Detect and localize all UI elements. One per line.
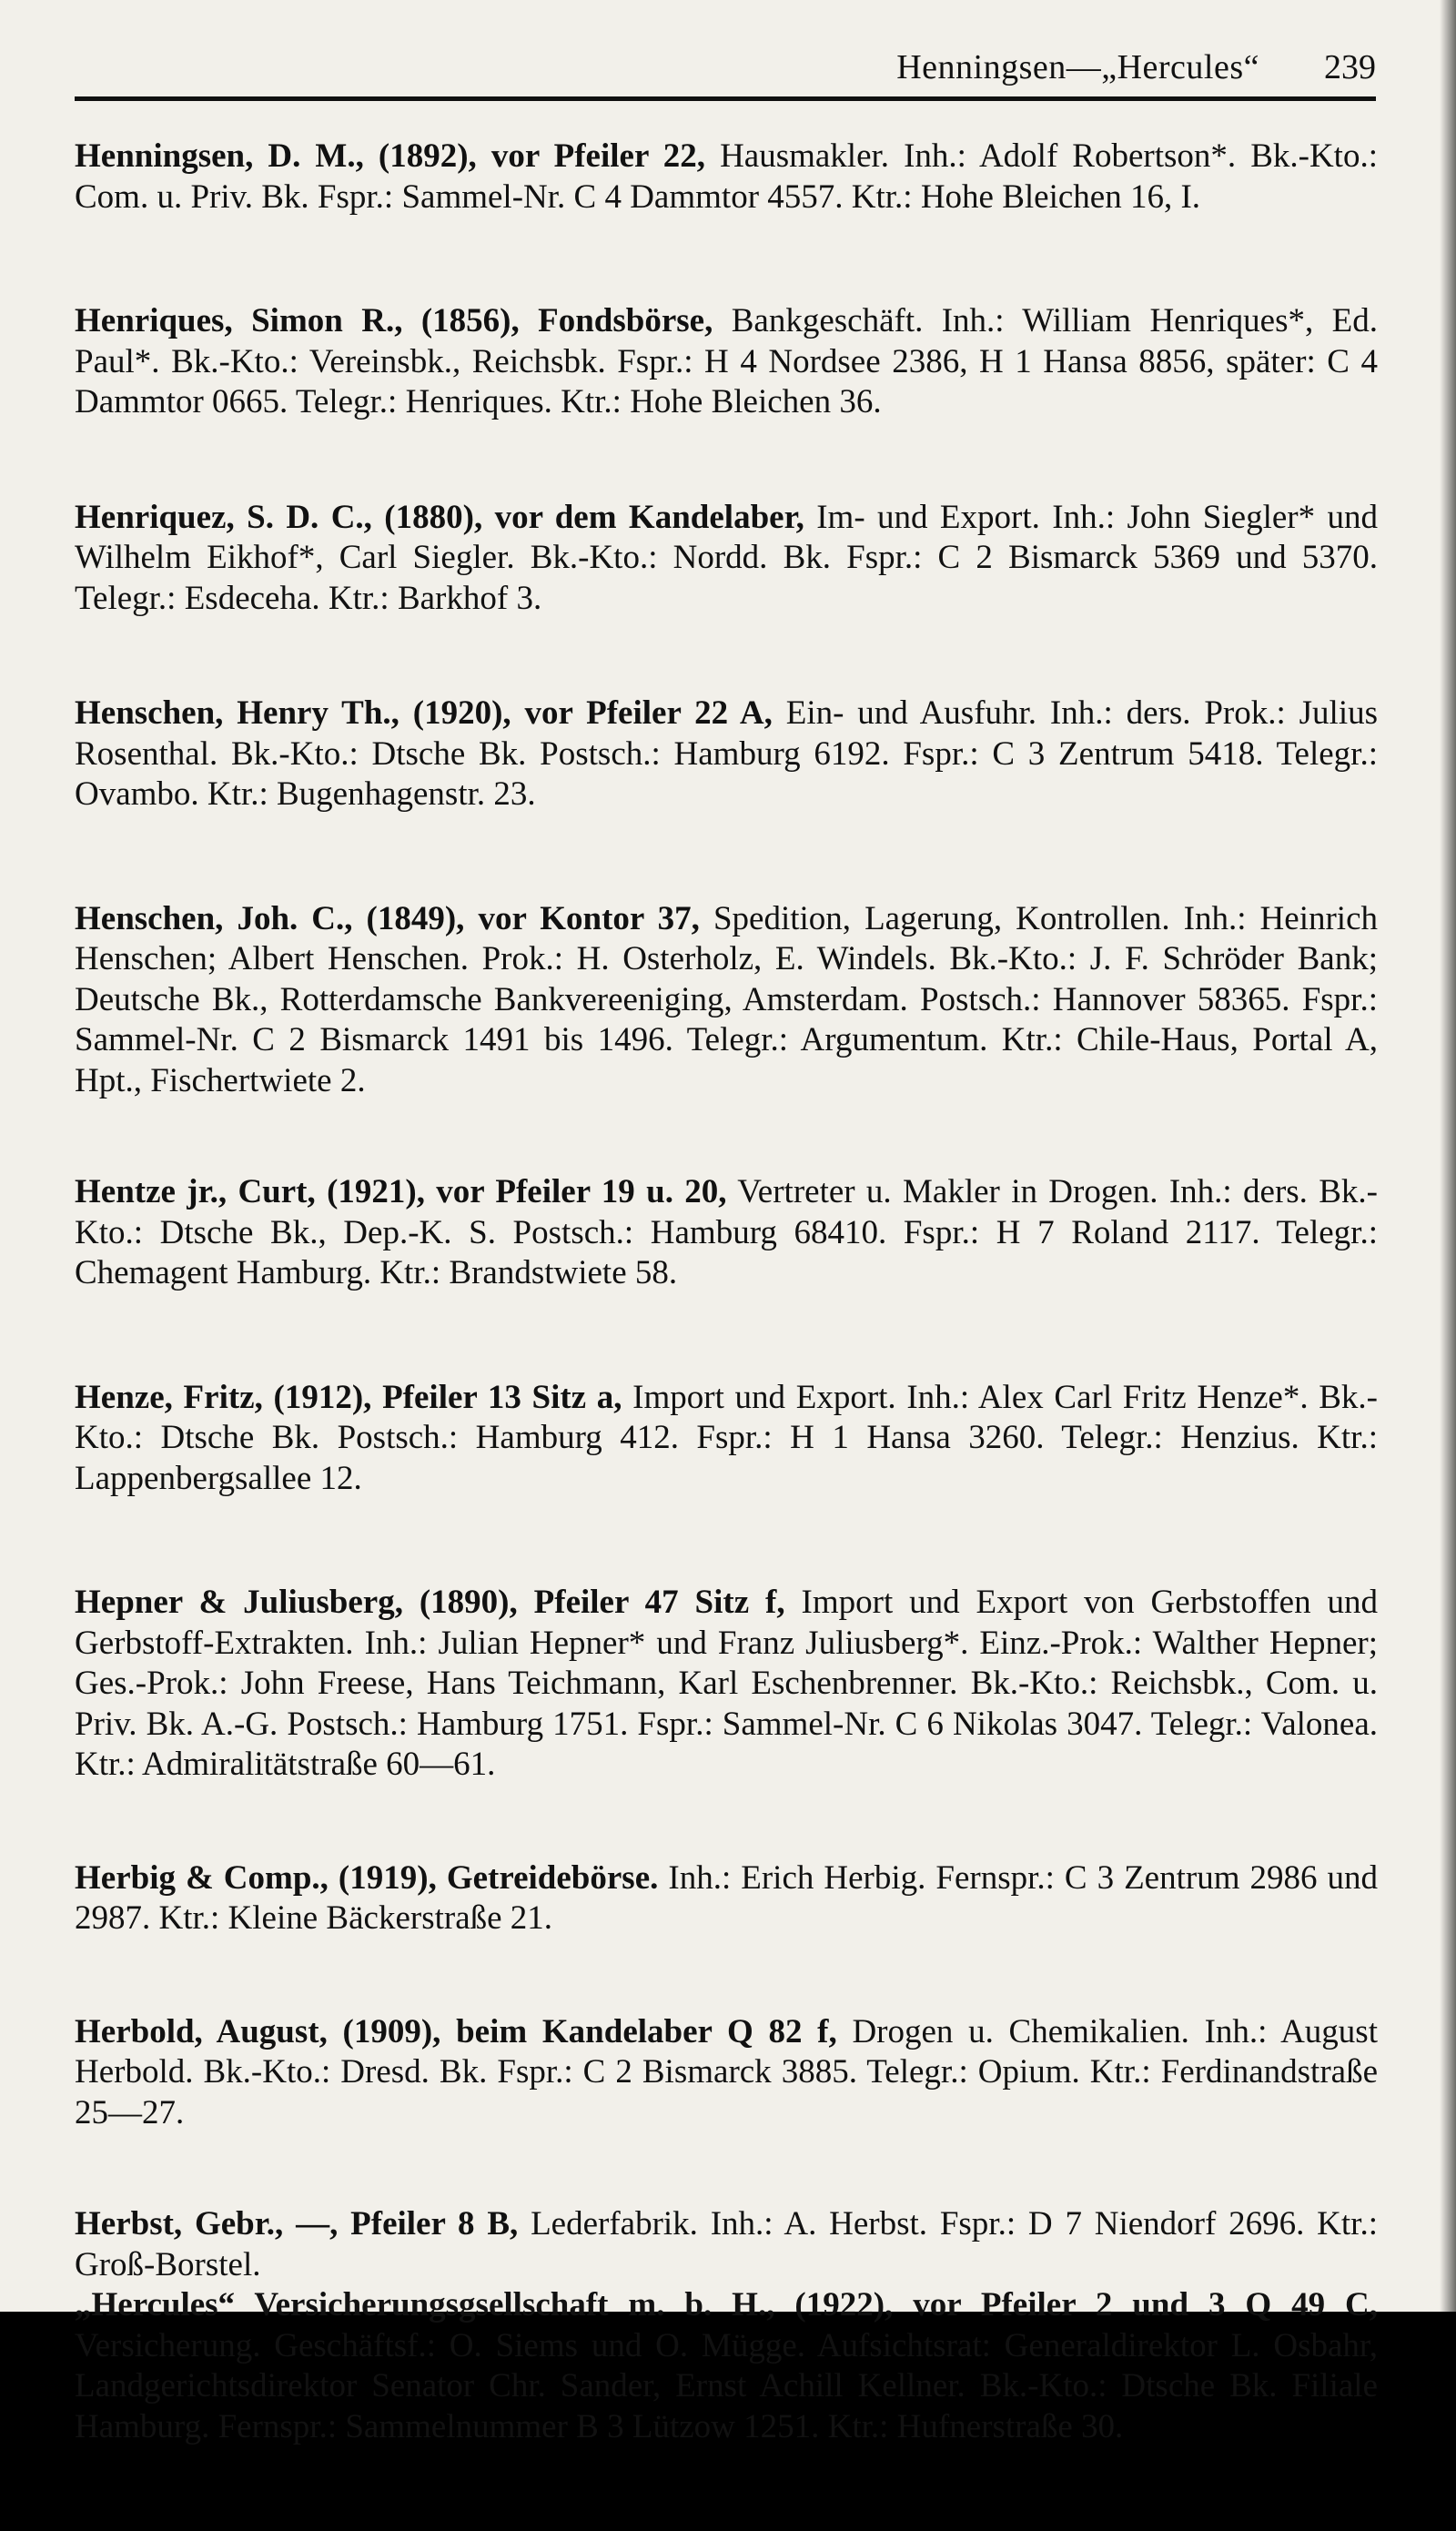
directory-entry [75, 2204, 1378, 2285]
entry-heading: Herbold, August, (1909), beim Kandelaber Q 82 f, [75, 2012, 837, 2050]
directory-entry [75, 693, 1378, 815]
entry-heading: Henningsen, D. M., (1892), vor Pfeiler 22, [75, 137, 706, 175]
entry-body: Vertreter u. Makler in Drogen. Inh.: ders. Bk.-Kto.: Dtsche Bk., Dep.-K. S. Postsch.: Hamburg 68410. Fspr.: H 7 Roland 2117. Telegr.: Chemagent Hamburg. Ktr.: Brandstwiete 58. [75, 1173, 1378, 1291]
entry-body: Drogen u. Chemikalien. Inh.: August Herbold. Bk.-Kto.: Dresd. Bk. Fspr.: C 2 Bismarck 3885. Telegr.: Opium. Ktr.: Ferdinandstraße 25—27. [75, 2012, 1378, 2131]
entry-body: Im- und Export. Inh.: John Siegler* und Wilhelm Eikhof*, Carl Siegler. Bk.-Kto.: Nordd. Bk. Fspr.: C 2 Bismarck 5369 und 5370. Telegr.: Esdeceha. Ktr.: Barkhof 3. [75, 498, 1378, 617]
page-header [75, 42, 1376, 106]
entry-body: Spedition, Lagerung, Kontrollen. Inh.: Heinrich Henschen; Albert Henschen. Prok.: H. Osterholz, E. Windels. Bk.-Kto.: J. F. Schröder Bank; Deutsche Bk., Rotterdamsche Bankvereeniging, Amsterdam. Postsch.: Hannover 58365. Fspr.: Sammel-Nr. C 2 Bismarck 1491 bis 1496. Telegr.: Argumentum. Ktr.: Chile-Haus, Portal A, Hpt., Fischertwiete 2. [75, 899, 1378, 1099]
page-number: 239 [1324, 48, 1376, 86]
directory-entry [75, 301, 1378, 423]
header-rule [75, 96, 1376, 101]
entry-heading: Henriquez, S. D. C., (1880), vor dem Kandelaber, [75, 498, 804, 536]
running-head: Henningsen—„Hercules“ [896, 48, 1259, 86]
directory-entry [75, 1583, 1378, 1786]
directory-entry [75, 2285, 1378, 2447]
entry-body: Bankgeschäft. Inh.: William Henriques*, Ed. Paul*. Bk.-Kto.: Vereinsbk., Reichsbk. Fspr.: H 4 Nordsee 2386, H 1 Hansa 8856, später: C 4 Dammtor 0665. Telegr.: Henriques. Ktr.: Hohe Bleichen 36. [75, 302, 1378, 420]
entry-heading: „Hercules“ Versicherungsgsellschaft m. b. H., (1922), vor Pfeiler 2 und 3 Q 49 C, [75, 2286, 1378, 2323]
entry-heading: Henze, Fritz, (1912), Pfeiler 13 Sitz a, [75, 1378, 622, 1416]
directory-entry [75, 2012, 1378, 2134]
entry-heading: Henschen, Henry Th., (1920), vor Pfeiler 22 A, [75, 694, 773, 732]
entry-heading: Herbig & Comp., (1919), Getreidebörse. [75, 1858, 659, 1897]
entry-body: Inh.: Erich Herbig. Fernspr.: C 3 Zentrum 2986 und 2987. Ktr.: Kleine Bäckerstraße 21. [75, 1858, 1378, 1937]
entry-heading: Henschen, Joh. C., (1849), vor Kontor 37, [75, 899, 700, 937]
entry-body: Import und Export. Inh.: Alex Carl Fritz Henze*. Bk.-Kto.: Dtsche Bk. Postsch.: Hamburg 412. Fspr.: H 1 Hansa 3260. Telegr.: Henzius. Ktr.: Lappenbergsallee 12. [75, 1378, 1378, 1497]
entry-body: Import und Export von Gerbstoffen und Gerbstoff-Extrakten. Inh.: Julian Hepner* und Franz Juliusberg*. Einz.-Prok.: Walther Hepner; Ges.-Prok.: John Freese, Hans Teichmann, Karl Eschenbrenner. Bk.-Kto.: Reichsbk., Com. u. Priv. Bk. A.-G. Postsch.: Hamburg 1751. Fspr.: Sammel-Nr. C 6 Nikolas 3047. Telegr.: Valonea. Ktr.: Admiralitätstraße 60—61. [75, 1584, 1378, 1783]
entry-heading: Hentze jr., Curt, (1921), vor Pfeiler 19 u. 20, [75, 1173, 727, 1210]
entry-body: Ein- und Ausfuhr. Inh.: ders. Prok.: Julius Rosenthal. Bk.-Kto.: Dtsche Bk. Postsch.: Hamburg 6192. Fspr.: C 3 Zentrum 5418. Telegr.: Ovambo. Ktr.: Bugenhagenstr. 23. [75, 694, 1378, 813]
directory-entry [75, 498, 1378, 620]
directory-entry [75, 1172, 1378, 1294]
entry-list [75, 137, 1378, 2531]
directory-entry [75, 137, 1378, 218]
entry-body: Versicherung. Geschäftsf.: O. Siems und O. Mügge. Aufsichtsrat: Generaldirektor L. Osbahr, Landgerichtsdirektor Senator Chr. Sander, Ernst Achill Kellner. Bk.-Kto.: Dtsche Bk. Filiale Hamburg. Fernspr.: Sammelnummer B 3 Lützow 1251. Ktr.: Hufnerstraße 30. [75, 2326, 1378, 2445]
directory-entry [75, 899, 1378, 1102]
entry-heading: Henriques, Simon R., (1856), Fondsbörse, [75, 302, 713, 339]
directory-entry [75, 1858, 1378, 1939]
directory-entry [75, 1378, 1378, 1500]
entry-heading: Herbst, Gebr., —, Pfeiler 8 B, [75, 2205, 519, 2242]
entry-body: Lederfabrik. Inh.: A. Herbst. Fspr.: D 7 Niendorf 2696. Ktr.: Groß-Borstel. [75, 2205, 1378, 2283]
entry-heading: Hepner & Juliusberg, (1890), Pfeiler 47 Sitz f, [75, 1584, 785, 1621]
entry-body: Hausmakler. Inh.: Adolf Robertson*. Bk.-Kto.: Com. u. Priv. Bk. Fspr.: Sammel-Nr. C 4 Dammtor 4557. Ktr.: Hohe Bleichen 16, I. [75, 137, 1378, 216]
